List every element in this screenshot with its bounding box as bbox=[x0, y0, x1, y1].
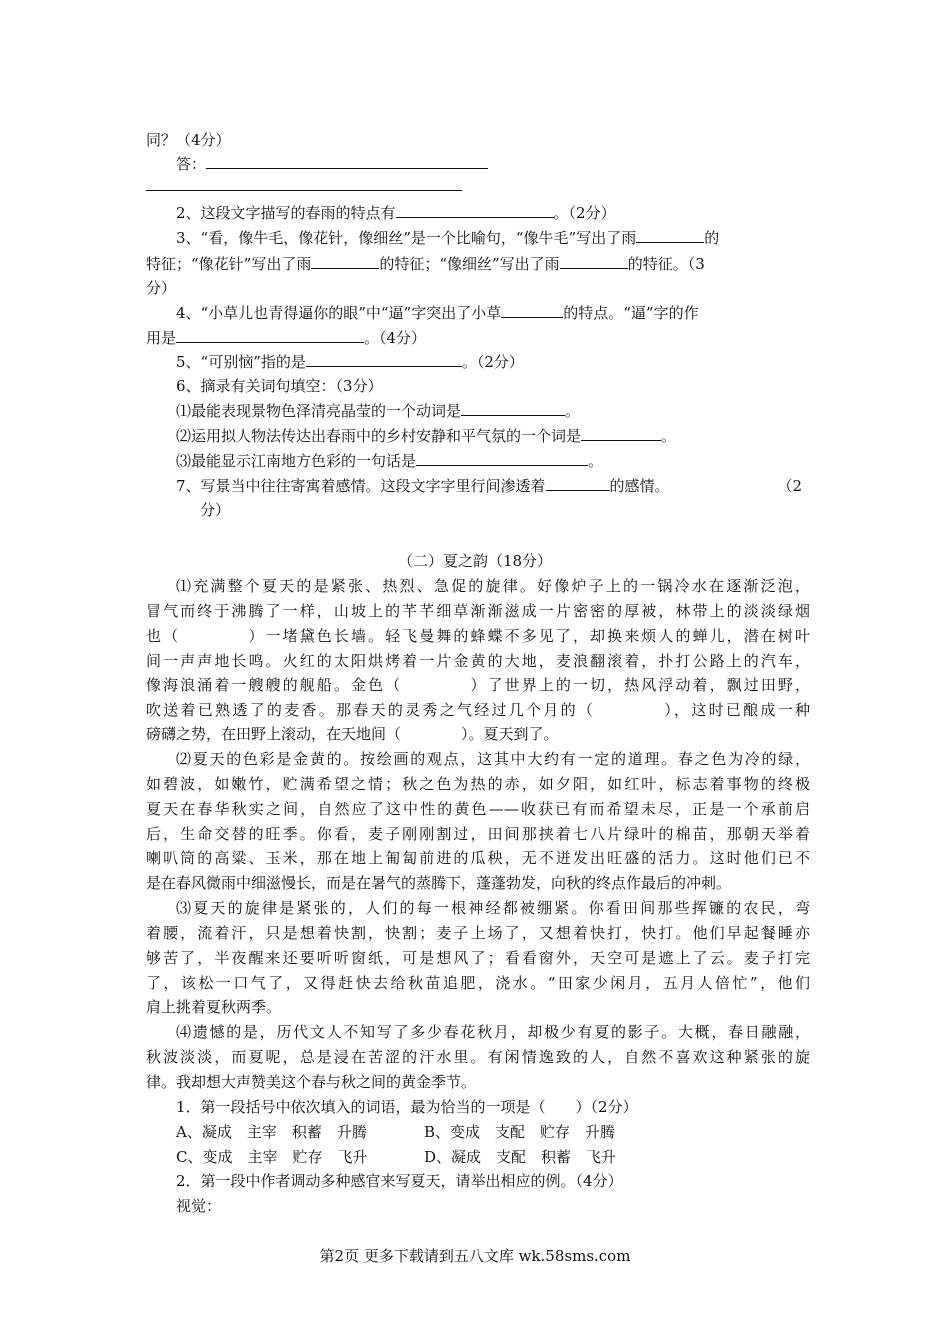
question-7-line1 bbox=[176, 474, 810, 498]
passage-line: 吹送着已熟透了的麦香。那春天的灵秀之气经过几个月的（ ），这时已酿成一种 bbox=[146, 701, 810, 719]
q5-text: 5、“可别恼”指的是 bbox=[176, 353, 306, 371]
q4-text-2: 的特点。“逼”字的作 bbox=[563, 304, 699, 322]
s2-question-1: 1．第一段括号中依次填入的词语，最为恰当的一项是（ ）（2分） bbox=[176, 1098, 638, 1116]
question-3-line3: 分） bbox=[146, 279, 177, 297]
question-6-item-1 bbox=[176, 399, 810, 423]
q6-3-end: 。 bbox=[588, 452, 604, 470]
question-3-line2 bbox=[146, 252, 810, 276]
q3-text-5: 的特征。（3 bbox=[627, 255, 705, 273]
q4-text: 4、“小草儿也青得逼你的眼”中“逼”字突出了小草 bbox=[176, 304, 502, 322]
option-a[interactable]: A、凝成 主宰 积蓄 升腾 bbox=[176, 1123, 367, 1141]
passage-line: 冒气而终于沸腾了一样，山坡上的芊芊细草渐渐滋成一片密密的厚被，林带上的淡淡绿烟 bbox=[146, 602, 810, 620]
passage-line: 了，该松一口气了，又得赶快去给秋苗追肥，浇水。“田家少闲月，五月人倍忙”，他们 bbox=[146, 974, 810, 992]
answer-blank-line[interactable] bbox=[146, 190, 462, 191]
s2-question-1-options-row2 bbox=[176, 1145, 810, 1169]
question-4-line1 bbox=[176, 301, 810, 325]
q4-score: 。（4分） bbox=[364, 329, 427, 347]
q3-text-3: 特征；“像花针”写出了雨 bbox=[146, 255, 312, 273]
section-2-title: （二）夏之韵（18分） bbox=[397, 552, 553, 570]
q5-score: 。（2分） bbox=[461, 353, 524, 371]
question-6-title: 6、摘录有关词句填空：（3分） bbox=[176, 377, 383, 395]
q4-blank-1[interactable] bbox=[501, 301, 563, 318]
q2-blank[interactable] bbox=[396, 201, 554, 218]
q1-answer-line bbox=[176, 152, 810, 176]
q6-3-blank[interactable] bbox=[416, 449, 588, 466]
passage-line: 夏天在春华秋实之间，自然应了这中性的黄色——收获已有而希望未尽，正是一个承前启 bbox=[146, 800, 810, 818]
option-c[interactable]: C、变成 主宰 贮存 飞升 bbox=[176, 1148, 368, 1166]
s2-question-2-visual: 视觉： bbox=[176, 1197, 222, 1215]
passage-line: 磅礴之势，在田野上滚动，在天地间（ ）。夏天到了。 bbox=[146, 725, 559, 743]
q7-score-a: （2 bbox=[777, 477, 802, 495]
passage-line: ⑷遗憾的是，历代文人不知写了多少春花秋月，却极少有夏的影子。大概，春日融融， bbox=[176, 1023, 810, 1041]
q6-3-text: ⑶最能显示江南地方色彩的一句话是 bbox=[176, 452, 417, 470]
answer-blank[interactable] bbox=[206, 152, 488, 169]
question-7-line2: 分） bbox=[200, 501, 231, 519]
passage-line: 像海浪涌着一艘艘的舰船。金色（ ）了世界上的一切，热风浮动着，飘过田野， bbox=[146, 676, 810, 694]
passage-line: 后，生命交替的旺季。你看，麦子刚刚割过，田间那挟着七八片绿叶的棉苗，那朝天举着 bbox=[146, 825, 810, 843]
question-3-line1 bbox=[176, 226, 810, 250]
q3-blank-1[interactable] bbox=[636, 226, 704, 243]
page-footer: 第2页 更多下载请到五八文库 wk.58sms.com bbox=[319, 1247, 631, 1265]
passage-line: 够苦了，半夜醒来还要听听窗纸，可是想风了；看看窗外，天空可是遮上了云。麦子打完 bbox=[146, 949, 810, 967]
passage-line: 喇叭筒的高粱、玉米，那在地上匍匐前进的瓜秧，无不迸发出旺盛的活力。这时他们已不 bbox=[146, 849, 810, 867]
q6-1-end: 。 bbox=[565, 402, 581, 420]
passage-line: 间一声声地长鸣。火红的太阳烘烤着一片金黄的大地，麦浪翻滚着，扑打公路上的汽车， bbox=[146, 652, 810, 670]
passage-line: ⑴充满整个夏天的是紧张、热烈、急促的旋律。好像炉子上的一锅冷水在逐渐泛泡， bbox=[176, 577, 810, 595]
q1-tail: 同？（4分） bbox=[146, 131, 231, 149]
passage-line: 如碧波，如嫩竹，贮满希望之情；秋之色为热的赤，如夕阳，如红叶，标志着事物的终极 bbox=[146, 775, 810, 793]
q3-text: 3、“看，像牛毛，像花针，像细丝”是一个比喻句，“像牛毛”写出了雨 bbox=[176, 229, 637, 247]
q2-score: 。（2分） bbox=[553, 204, 616, 222]
q4-blank-2[interactable] bbox=[176, 326, 364, 343]
passage-line: ⑵夏天的色彩是金黄的。按绘画的观点，这其中大约有一定的道理。春之色为冷的绿， bbox=[176, 750, 810, 768]
q6-1-blank[interactable] bbox=[461, 399, 565, 416]
option-b[interactable]: B、变成 支配 贮存 升腾 bbox=[424, 1123, 616, 1141]
option-d[interactable]: D、凝成 支配 积蓄 飞升 bbox=[424, 1148, 617, 1166]
question-6-item-2 bbox=[176, 424, 810, 448]
passage-line: 肩上挑着夏秋两季。 bbox=[146, 998, 282, 1016]
passage-line: 着腰，流着汗，只是想着快割，快割；麦子上场了，又想着快打，快打。他们早起餐睡亦 bbox=[146, 924, 810, 942]
passage-line: 秋波淡淡，而夏呢，总是浸在苦涩的汗水里。有闲情逸致的人，自然不喜欢这种紧张的旋 bbox=[146, 1048, 810, 1066]
question-4-line2 bbox=[146, 326, 810, 350]
q6-2-text: ⑵运用拟人物法传达出春雨中的乡村安静和平气氛的一个词是 bbox=[176, 427, 582, 445]
answer-label: 答： bbox=[176, 155, 207, 173]
s2-question-1-options-row1 bbox=[176, 1120, 810, 1144]
passage-line: ⑶夏天的旋律是紧张的，人们的每一根神经都被绷紧。你看田间那些挥镰的农民，弯 bbox=[176, 899, 810, 917]
q3-text-2: 的 bbox=[704, 229, 720, 247]
question-5 bbox=[176, 350, 810, 374]
q4-text-3: 用是 bbox=[146, 329, 177, 347]
s2-question-2: 2．第一段中作者调动多种感官来写夏天，请举出相应的例。（4分） bbox=[176, 1172, 623, 1190]
q6-2-end: 。 bbox=[661, 427, 677, 445]
q7-text-2: 的感情。 bbox=[609, 477, 670, 495]
q3-blank-2[interactable] bbox=[311, 252, 379, 269]
q7-blank[interactable] bbox=[546, 474, 610, 491]
q2-text: 2、这段文字描写的春雨的特点有 bbox=[176, 204, 396, 222]
q5-blank[interactable] bbox=[306, 350, 462, 367]
question-6-item-3 bbox=[176, 449, 810, 473]
q3-blank-3[interactable] bbox=[560, 252, 628, 269]
question-2 bbox=[176, 201, 810, 225]
q7-text: 7、写景当中往往寄寓着感情。这段文字字里行间渗透着 bbox=[176, 477, 546, 495]
q6-2-blank[interactable] bbox=[581, 424, 661, 441]
q3-text-4: 的特征；“像细丝”写出了雨 bbox=[379, 255, 560, 273]
passage-line: 也（ ）一堵黛色长墙。轻飞曼舞的蜂蝶不多见了，却换来烦人的蝉儿，潜在树叶 bbox=[146, 627, 810, 645]
passage-line: 是在春风微雨中细滋慢长，而是在暑气的蒸腾下，蓬蓬勃发，向秋的终点作最后的冲刺。 bbox=[146, 874, 732, 892]
passage-line: 律。我却想大声赞美这个春与秋之间的黄金季节。 bbox=[146, 1073, 477, 1091]
q6-1-text: ⑴最能表现景物色泽清亮晶莹的一个动词是 bbox=[176, 402, 462, 420]
